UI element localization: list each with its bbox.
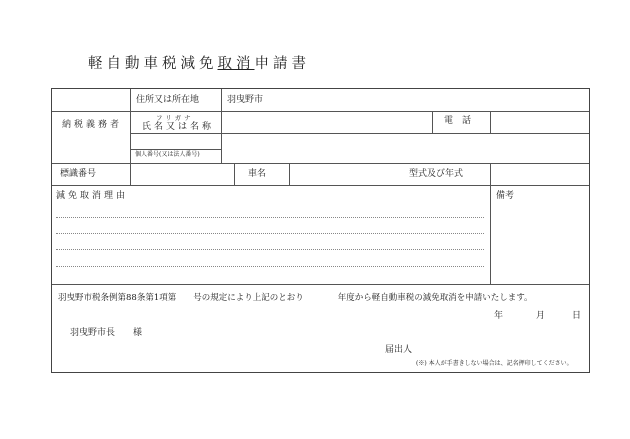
declaration-statement: 羽曳野市税条例第88条第1項第 号の規定により上記のとおり 年度から軽自動車税の減免取消を申請いたします。 bbox=[58, 293, 533, 303]
row-divider bbox=[52, 185, 589, 186]
reason-line bbox=[56, 233, 484, 234]
col-divider bbox=[221, 89, 222, 163]
id-number-label: 個人番号(又は法人番号) bbox=[135, 151, 200, 158]
taxpayer-label: 納税義務者 bbox=[62, 120, 123, 130]
row-divider bbox=[52, 163, 589, 164]
col-divider bbox=[432, 111, 433, 133]
col-divider bbox=[130, 89, 131, 163]
address-value[interactable]: 羽曳野市 bbox=[227, 95, 264, 105]
signature-note: (※) 本人が手書きしない場合は、記名押印してください。 bbox=[416, 360, 573, 367]
reason-line bbox=[56, 249, 484, 250]
date-month: 月 bbox=[536, 311, 546, 321]
address-label: 住所又は所在地 bbox=[136, 95, 200, 105]
row-divider bbox=[52, 284, 589, 285]
date-year: 年 bbox=[494, 311, 504, 321]
name-label: 氏名又は名称 bbox=[142, 122, 215, 132]
form-title: 軽自動車税減免取消申請書 bbox=[88, 56, 310, 72]
col-divider bbox=[289, 163, 290, 185]
col-divider bbox=[234, 163, 235, 185]
title-underlined-part: 取消 bbox=[217, 56, 255, 72]
col-divider bbox=[490, 111, 491, 133]
row-divider bbox=[130, 133, 589, 134]
date-day: 日 bbox=[572, 311, 582, 321]
reason-line bbox=[56, 266, 484, 267]
reason-line bbox=[56, 217, 484, 218]
col-divider bbox=[130, 163, 131, 185]
col-divider bbox=[490, 185, 491, 284]
remarks-label: 備考 bbox=[496, 191, 515, 201]
addressee: 羽曳野市長 様 bbox=[70, 328, 143, 338]
reason-label: 減免取消理由 bbox=[56, 191, 129, 201]
applicant-label: 届出人 bbox=[385, 345, 413, 355]
row-divider bbox=[52, 111, 589, 112]
col-divider bbox=[490, 163, 491, 185]
car-name-label: 車名 bbox=[248, 169, 267, 179]
plate-label: 標識番号 bbox=[60, 169, 97, 179]
furigana-label: フリガナ bbox=[156, 114, 194, 122]
phone-label: 電 話 bbox=[444, 116, 472, 126]
model-year-label: 型式及び年式 bbox=[409, 169, 464, 179]
application-form bbox=[51, 88, 590, 373]
row-divider bbox=[130, 149, 221, 150]
